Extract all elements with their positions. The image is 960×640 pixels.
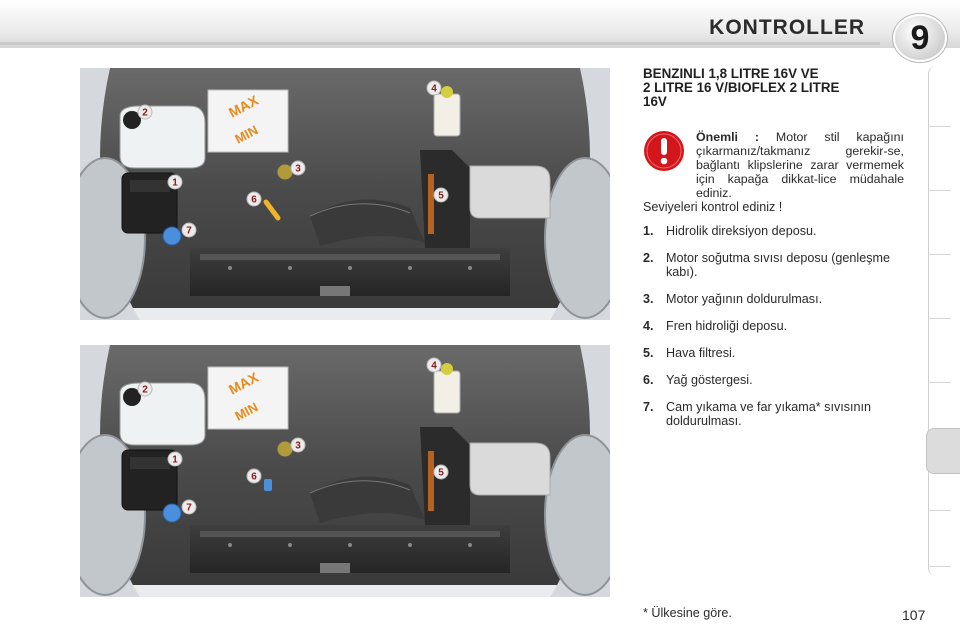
callout-6 bbox=[247, 469, 261, 483]
svg-text:3: 3 bbox=[295, 440, 301, 452]
section-title-line: 2 LITRE 16 V/BIOFLEX 2 LITRE bbox=[643, 80, 840, 95]
note-label: Önemli : bbox=[696, 130, 759, 144]
item-number: 3. bbox=[643, 292, 654, 306]
item-number: 7. bbox=[643, 400, 654, 414]
svg-text:7: 7 bbox=[186, 225, 192, 237]
svg-text:5: 5 bbox=[438, 467, 444, 479]
item-number: 6. bbox=[643, 373, 654, 387]
svg-text:3: 3 bbox=[295, 163, 301, 175]
callout-5 bbox=[434, 188, 448, 202]
active-chapter-tab[interactable] bbox=[926, 428, 960, 474]
chapter-number-badge: 9 bbox=[893, 14, 947, 62]
header-rule bbox=[0, 42, 880, 45]
callout-2 bbox=[138, 105, 152, 119]
callout-6 bbox=[247, 192, 261, 206]
max-level-label: MAX bbox=[225, 368, 261, 398]
svg-text:5: 5 bbox=[438, 190, 444, 202]
item-number: 2. bbox=[643, 251, 654, 265]
svg-text:2: 2 bbox=[142, 107, 148, 119]
item-text: Hidrolik direksiyon deposu. bbox=[666, 224, 817, 238]
item-text: Fren hidroliği deposu. bbox=[666, 319, 788, 333]
list-item bbox=[643, 400, 913, 428]
warning-exclamation-icon bbox=[643, 130, 685, 172]
svg-text:4: 4 bbox=[431, 360, 437, 372]
item-text: Motor soğutma sıvısı deposu (genleşme kabı). bbox=[666, 251, 890, 279]
callout-4 bbox=[427, 81, 441, 95]
list-item bbox=[643, 292, 913, 306]
chapter-title: KONTROLLER bbox=[709, 16, 865, 39]
item-text: Hava filtresi. bbox=[666, 346, 736, 360]
callout-3 bbox=[291, 161, 305, 175]
note-text: Motor stil kapağını çıkarmanız/takmanız gerekir-se, bağlantı klipslerine zarar vermemek için kapağa dikkat-lice müdahale ediniz. bbox=[696, 130, 904, 201]
svg-text:6: 6 bbox=[251, 194, 257, 206]
svg-text:7: 7 bbox=[186, 502, 192, 514]
item-text: Motor yağının doldurulması. bbox=[666, 292, 823, 306]
check-list bbox=[643, 224, 913, 441]
callout-7 bbox=[182, 223, 196, 237]
engine-bay-illustration-1 bbox=[80, 68, 610, 320]
callout-7 bbox=[182, 500, 196, 514]
list-item bbox=[643, 251, 913, 279]
side-chapter-tabs bbox=[928, 66, 953, 576]
engine-bay-illustration-2 bbox=[80, 345, 610, 597]
callout-2 bbox=[138, 382, 152, 396]
callout-1 bbox=[168, 175, 182, 189]
svg-text:1: 1 bbox=[172, 454, 178, 466]
callout-4 bbox=[427, 358, 441, 372]
section-title bbox=[643, 67, 913, 109]
list-item bbox=[643, 319, 913, 333]
callout-5 bbox=[434, 465, 448, 479]
item-number: 1. bbox=[643, 224, 654, 238]
callout-1 bbox=[168, 452, 182, 466]
footnote: * Ülkesine göre. bbox=[643, 606, 732, 620]
min-level-label: MIN bbox=[232, 122, 261, 147]
list-item bbox=[643, 373, 913, 387]
max-level-label: MAX bbox=[225, 91, 261, 121]
list-item bbox=[643, 346, 913, 360]
svg-text:6: 6 bbox=[251, 471, 257, 483]
item-number: 5. bbox=[643, 346, 654, 360]
svg-text:4: 4 bbox=[431, 83, 437, 95]
page-number: 107 bbox=[902, 607, 926, 623]
page-header bbox=[0, 0, 960, 48]
intro-text: Seviyeleri kontrol ediniz ! bbox=[643, 200, 783, 214]
important-note bbox=[696, 130, 904, 200]
svg-text:2: 2 bbox=[142, 384, 148, 396]
item-text: Yağ göstergesi. bbox=[666, 373, 753, 387]
item-text: Cam yıkama ve far yıkama* sıvısının doldurulması. bbox=[666, 400, 872, 428]
section-title-line: BENZINLI 1,8 LITRE 16V VE bbox=[643, 66, 819, 81]
list-item bbox=[643, 224, 913, 238]
min-level-label: MIN bbox=[232, 399, 261, 424]
svg-text:1: 1 bbox=[172, 177, 178, 189]
item-number: 4. bbox=[643, 319, 654, 333]
section-title-line: 16V bbox=[643, 94, 667, 109]
callout-3 bbox=[291, 438, 305, 452]
